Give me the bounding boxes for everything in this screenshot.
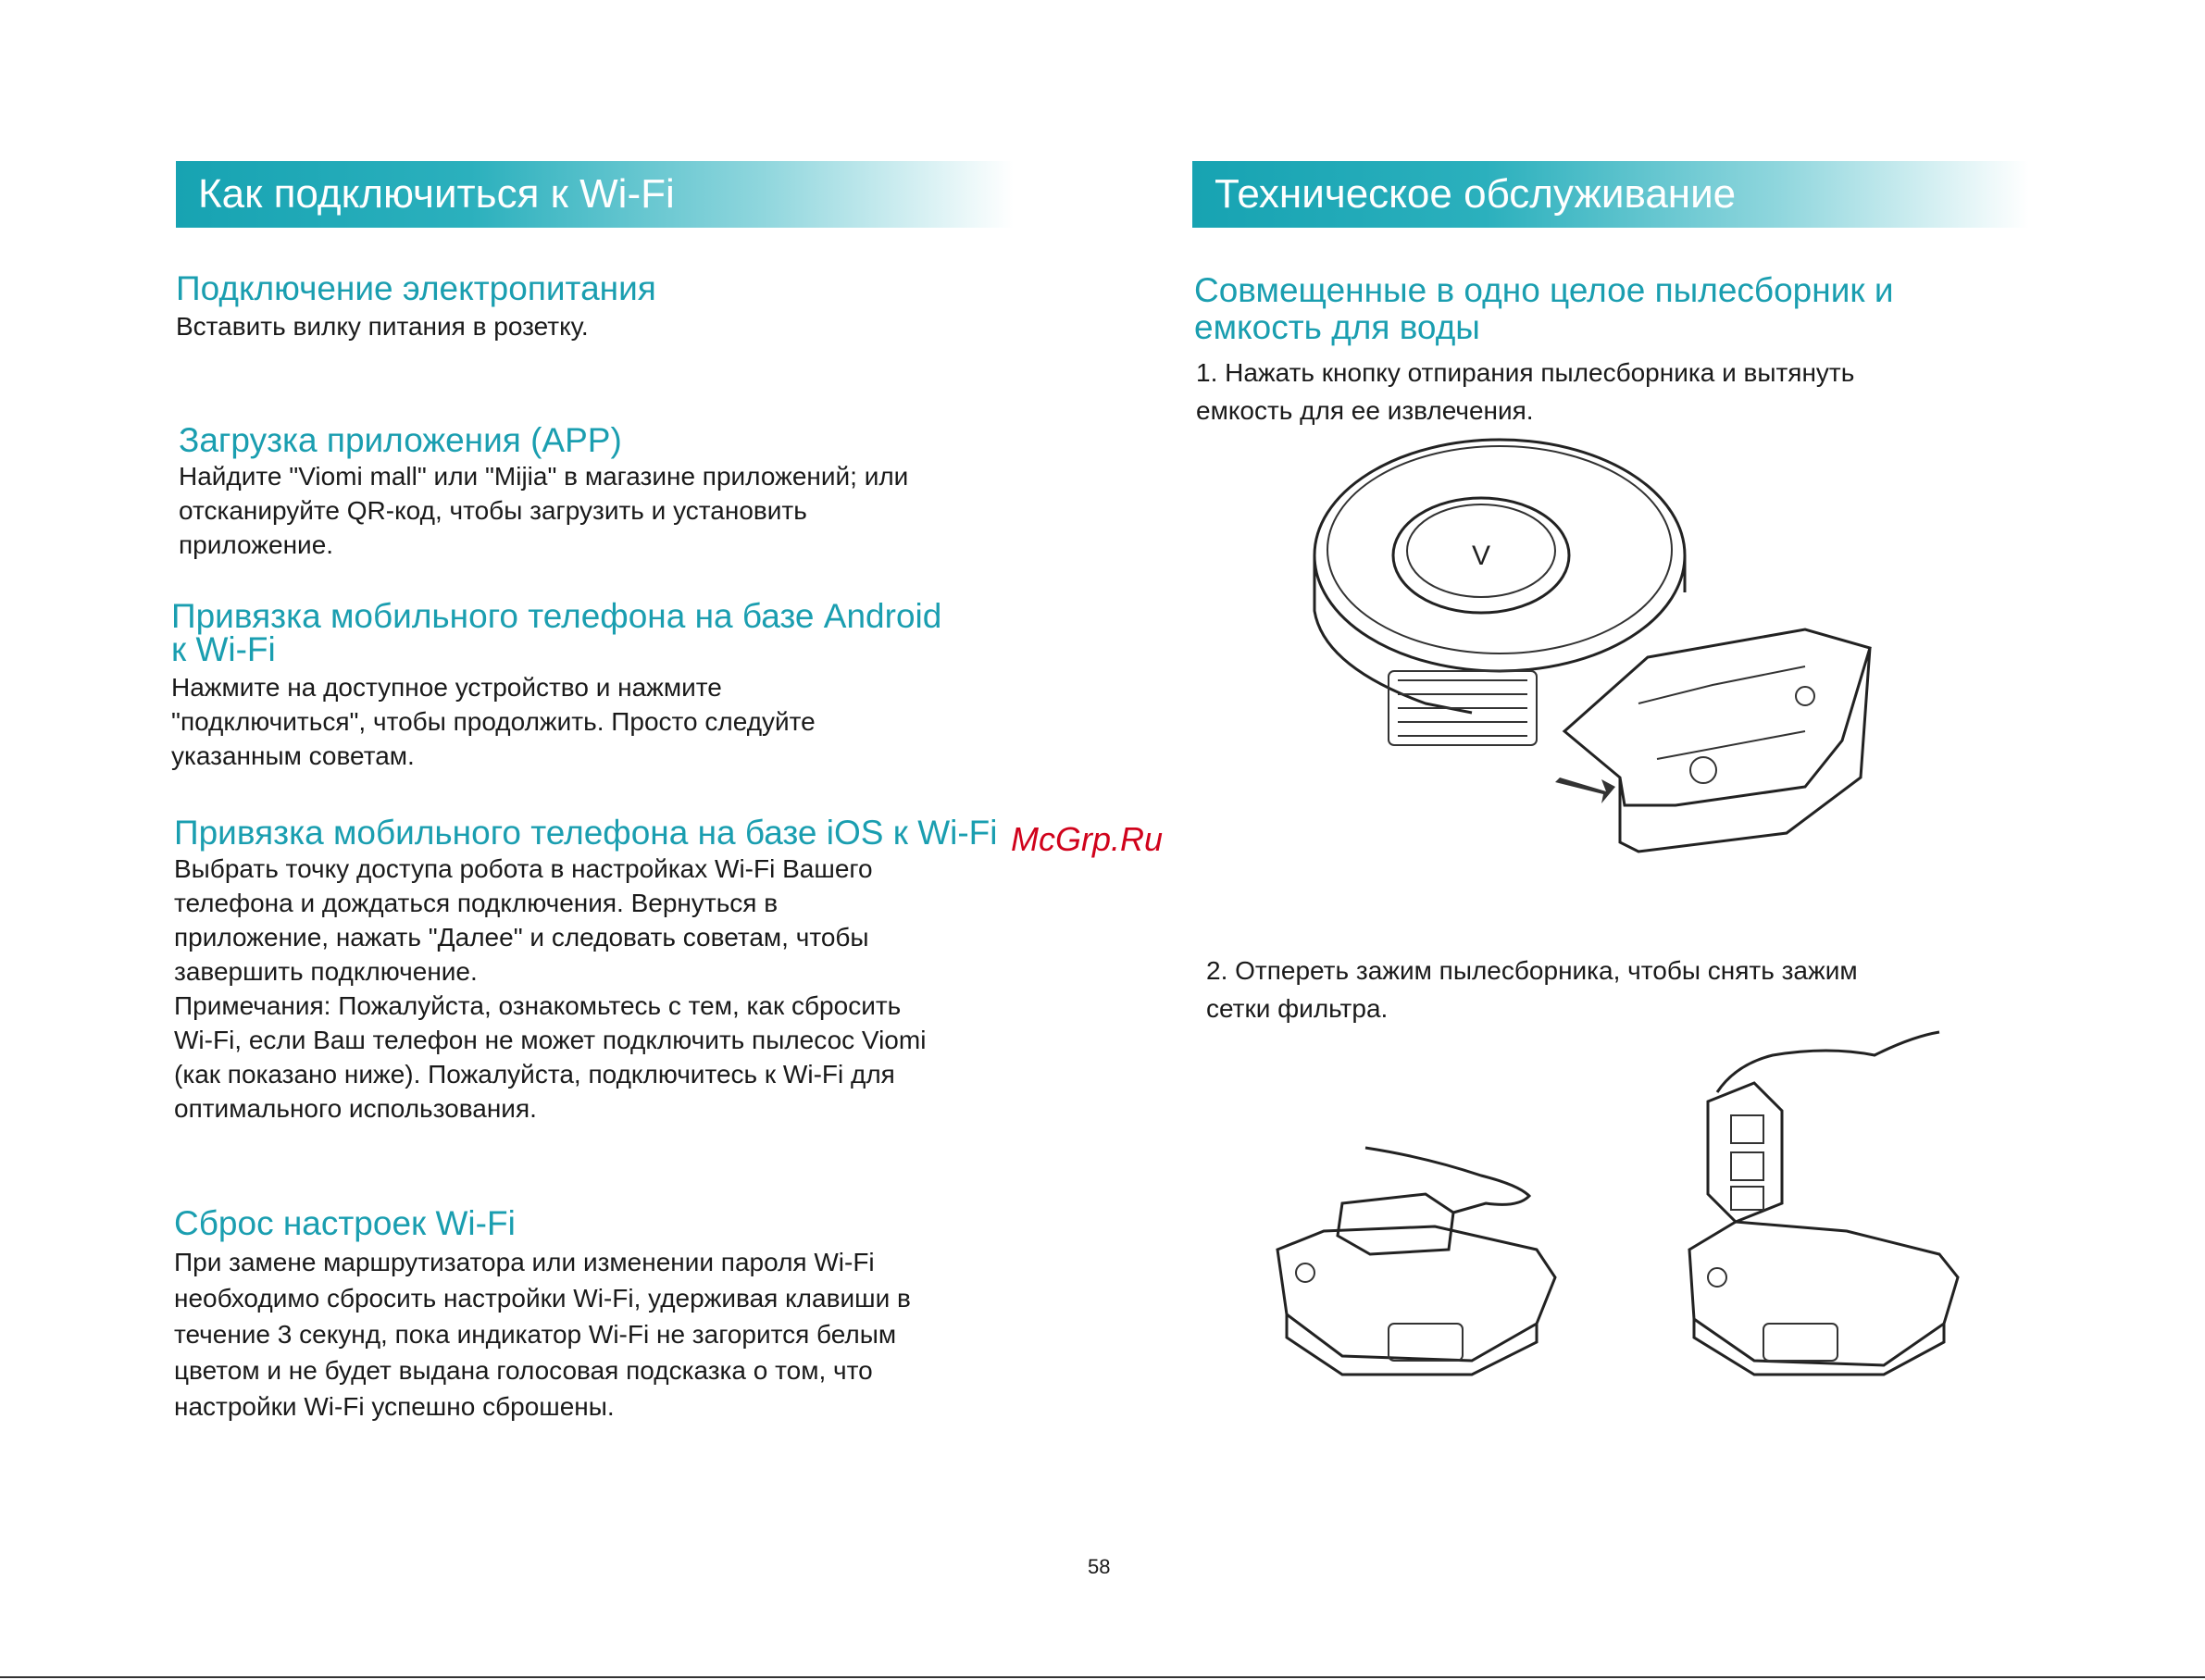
text-android: Нажмите на доступное устройство и нажмите "подключиться", чтобы продолжить. Просто следуйте указанным советам.	[171, 673, 816, 770]
text-app: Найдите "Viomi mall" или "Mijia" в магазине приложений; или отсканируйте QR-код, чтобы загрузить и установить приложение.	[179, 462, 909, 559]
text-step-1: 1. Нажать кнопку отпирания пылесборника и вытянуть емкость для ее извлечения.	[1196, 358, 1855, 425]
filter-clip-illustration-right	[1680, 1027, 1976, 1379]
robot-dustbin-illustration	[1287, 435, 1888, 861]
heading-dustbin: Совмещенные в одно целое пылесборник и емкость для воды	[1194, 271, 1894, 346]
text-power: Вставить вилку питания в розетку.	[176, 312, 589, 341]
section-banner-maintenance: Техническое обслуживание	[1192, 161, 2029, 228]
heading-app: Загрузка приложения (APP)	[179, 421, 622, 459]
robot-badge: V	[1472, 541, 1491, 571]
filter-clip-illustration-left	[1268, 1139, 1564, 1379]
watermark: McGrp.Ru	[1011, 820, 1164, 858]
text-reset: При замене маршрутизатора или изменении пароля Wi-Fi необходимо сбросить настройки Wi-Fi, удерживая клавиши в течение 3 секунд, пока индикатор Wi-Fi не загорится белым цветом и не будет выдана голосовая подсказка о том, что настройки Wi-Fi успешно сброшены.	[174, 1248, 911, 1421]
text-ios: Выбрать точку доступа робота в настройках Wi-Fi Вашего телефона и дождаться подключения. Вернуться в приложение, нажать "Далее" и следовать советам, чтобы завершить подключение. Примечания: Пожалуйста, ознакомьтесь с тем, как сбросить Wi-Fi, если Ваш телефон не может подключить пылесос Viomi (как показано ниже). Пожалуйста, подключитесь к Wi-Fi для оптимального использования.	[174, 854, 927, 1123]
bottom-divider	[0, 1676, 2205, 1678]
text-step-2: 2. Отпереть зажим пылесборника, чтобы снять зажим сетки фильтра.	[1206, 956, 1858, 1023]
section-banner-wifi: Как подключиться к Wi-Fi	[176, 161, 1014, 228]
page-number: 58	[1088, 1555, 1111, 1578]
heading-ios: Привязка мобильного телефона на базе iOS к Wi-Fi	[174, 814, 998, 852]
heading-reset: Сброс настроек Wi-Fi	[174, 1204, 516, 1242]
heading-android: Привязка мобильного телефона на базе Android к Wi-Fi	[171, 597, 942, 668]
heading-power: Подключение электропитания	[176, 269, 656, 307]
